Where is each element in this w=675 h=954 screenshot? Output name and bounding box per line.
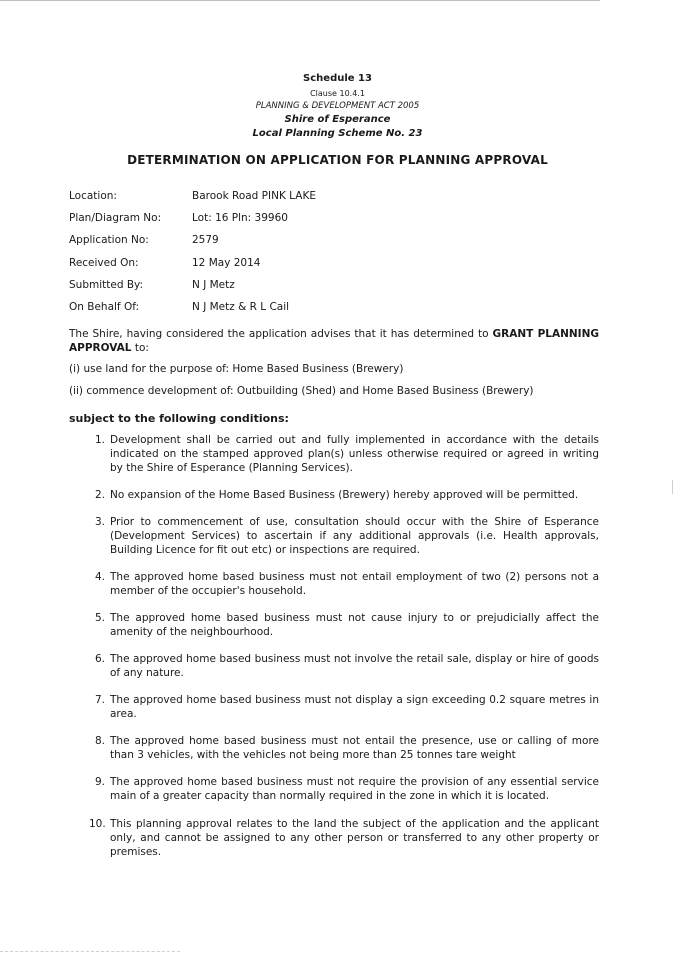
condition-text: The approved home based business must not require the provision of any essential service main of a greater capacity than normally required in the zone in which it is located. <box>110 776 599 802</box>
condition-number: 6. <box>94 653 105 665</box>
condition-number: 5. <box>94 612 105 624</box>
detail-label: Plan/Diagram No: <box>69 212 162 225</box>
detail-label: Application No: <box>69 234 149 247</box>
detail-label: On Behalf Of: <box>69 300 140 313</box>
condition-text: The approved home based business must not involve the retail sale, display or hire of goods of any nature. <box>110 653 599 679</box>
shire-name: Shire of Esperance <box>284 114 391 125</box>
condition-number: 8. <box>94 735 105 747</box>
condition-text: Development shall be carried out and fully implemented in accordance with the details indicated on the stamped approved plan(s) unless otherwise required or agreed in writing by the Shire of Esperance (Planning Services). <box>110 434 599 474</box>
detail-label: Submitted By: <box>69 278 144 291</box>
condition-text: Prior to commencement of use, consultation should occur with the Shire of Esperance (Development Services) to ascertain if any additional approvals (i.e. Health approvals, Building Licence for fit out etc) or inspections are required. <box>110 516 599 556</box>
conditions-heading: subject to the following conditions: <box>69 412 289 425</box>
detail-label: Location: <box>69 190 117 202</box>
schedule-heading: Schedule 13 <box>303 73 372 84</box>
detail-value: 2579 <box>192 234 219 247</box>
intro-text: The Shire, having considered the application advises that it has determined to <box>69 328 489 340</box>
condition-number: 4. <box>94 571 105 583</box>
detail-value: Lot: 16 Pln: 39960 <box>192 212 288 225</box>
detail-value: N J Metz <box>192 278 235 291</box>
condition-number: 9. <box>94 776 105 788</box>
condition-text: The approved home based business must not entail employment of two (2) persons not a member of the occupier's household. <box>110 571 599 597</box>
condition-number: 1. <box>94 434 105 446</box>
document-title: DETERMINATION ON APPLICATION FOR PLANNING APPROVAL <box>127 153 548 167</box>
purpose-development: (ii) commence development of: Outbuilding (Shed) and Home Based Business (Brewery) <box>69 385 534 397</box>
detail-value: N J Metz & R L Cail <box>192 300 290 313</box>
condition-number: 2. <box>94 489 105 501</box>
condition-text: No expansion of the Home Based Business (Brewery) hereby approved will be permitted. <box>110 489 579 501</box>
detail-label: Received On: <box>69 256 139 269</box>
intro-suffix: to: <box>134 342 149 354</box>
condition-text: The approved home based business must not cause injury to or prejudicially affect the amenity of the neighbourhood. <box>110 612 599 638</box>
decision-text: GRANT PLANNING APPROVAL <box>69 328 599 354</box>
scheme-name: Local Planning Scheme No. 23 <box>252 128 423 139</box>
purpose-use: (i) use land for the purpose of: Home Based Business (Brewery) <box>69 363 404 375</box>
detail-value: Barook Road PINK LAKE <box>192 190 316 202</box>
scan-edge-right <box>672 480 673 494</box>
condition-text: The approved home based business must not display a sign exceeding 0.2 square metres in area. <box>110 694 599 720</box>
condition-number: 10. <box>89 818 106 830</box>
condition-number: 7. <box>94 694 105 706</box>
detail-value: 12 May 2014 <box>192 256 261 269</box>
clause-reference: Clause 10.4.1 <box>310 89 365 98</box>
scan-edge-bottom <box>0 951 180 952</box>
act-name: PLANNING & DEVELOPMENT ACT 2005 <box>255 101 420 111</box>
condition-text: This planning approval relates to the land the subject of the application and the applicant only, and cannot be assigned to any other person or transferred to any other property or premises. <box>110 818 599 858</box>
condition-text: The approved home based business must not entail the presence, use or calling of more than 3 vehicles, with the vehicles not being more than 25 tonnes tare weight <box>110 735 599 761</box>
condition-number: 3. <box>94 516 105 528</box>
scan-edge-top <box>0 0 600 1</box>
determination-statement <box>69 327 599 355</box>
